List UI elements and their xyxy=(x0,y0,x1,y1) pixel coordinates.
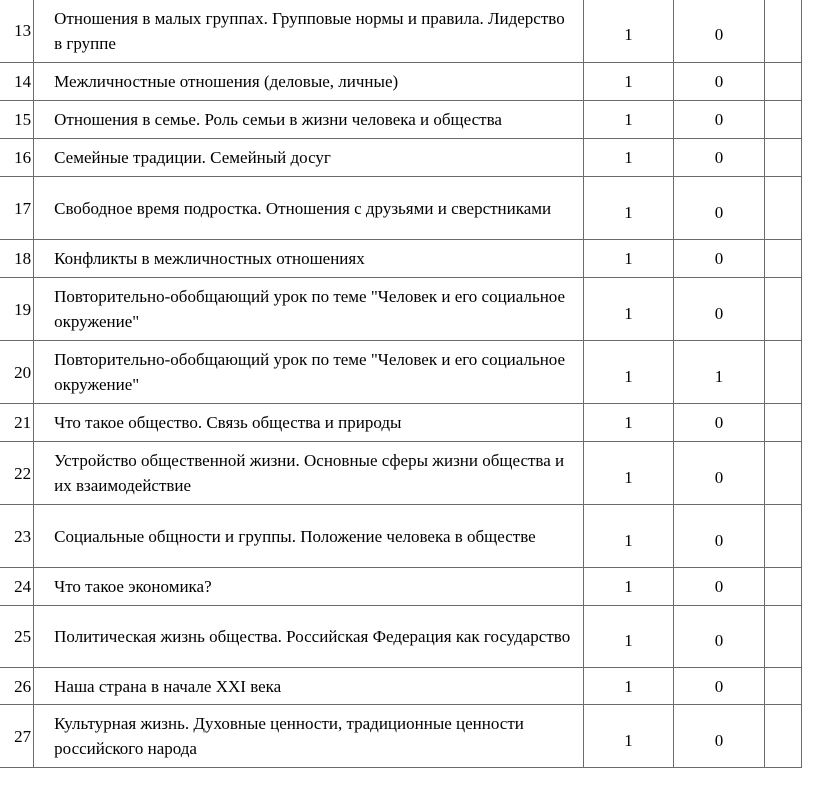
lesson-topic xyxy=(34,63,584,101)
lesson-hours-value: 1 xyxy=(624,202,633,222)
lesson-hours-value: 1 xyxy=(624,148,633,167)
lesson-hours-value: 1 xyxy=(624,303,633,323)
table-row xyxy=(0,63,802,101)
lesson-topic-text: Социальные общности и группы. Положение человека в обществе xyxy=(54,526,536,546)
lesson-control xyxy=(674,139,765,177)
lesson-control xyxy=(674,606,765,668)
lesson-extra-cell xyxy=(764,341,801,404)
lesson-extra-cell xyxy=(764,240,801,278)
lesson-extra-cell xyxy=(764,177,801,240)
table-row xyxy=(0,341,802,404)
lesson-topic xyxy=(34,139,584,177)
lesson-control-value: 0 xyxy=(714,676,724,696)
lesson-extra-cell xyxy=(764,139,801,177)
lesson-control xyxy=(674,101,765,139)
lesson-number: 15 xyxy=(0,101,34,139)
lesson-topic xyxy=(34,568,584,606)
lesson-control-value: 0 xyxy=(714,25,724,44)
lesson-hours-value: 1 xyxy=(624,72,633,91)
lesson-hours xyxy=(583,404,674,442)
lesson-number: 17 xyxy=(0,177,34,240)
lesson-extra-cell xyxy=(764,404,801,442)
lesson-topic xyxy=(34,404,584,442)
lesson-topic-text: Повторительно-обобщающий урок по теме "Человек и его социальное окружение" xyxy=(54,287,566,331)
lesson-control xyxy=(674,668,765,705)
table-row xyxy=(0,668,802,705)
lesson-topic xyxy=(34,278,584,341)
lesson-control-value: 0 xyxy=(714,72,724,91)
lesson-extra-cell xyxy=(764,568,801,606)
table-row xyxy=(0,177,802,240)
lesson-control xyxy=(674,177,765,240)
lesson-control xyxy=(674,404,765,442)
lesson-hours xyxy=(583,341,674,404)
lesson-extra-cell xyxy=(764,705,801,768)
lesson-hours-value: 1 xyxy=(624,249,633,268)
lesson-topic xyxy=(34,101,584,139)
lesson-number: 19 xyxy=(0,278,34,341)
lesson-hours-value: 1 xyxy=(624,730,633,750)
lesson-number: 14 xyxy=(0,63,34,101)
lesson-hours-value: 1 xyxy=(624,25,633,44)
lesson-control xyxy=(674,0,765,63)
table-row xyxy=(0,505,802,568)
lesson-number: 22 xyxy=(0,442,34,505)
lesson-topic-text: Повторительно-обобщающий урок по теме "Человек и его социальное окружение" xyxy=(54,350,566,394)
lesson-hours xyxy=(583,568,674,606)
lesson-hours xyxy=(583,0,674,63)
lesson-number: 27 xyxy=(0,705,34,768)
lesson-topic xyxy=(34,177,584,240)
lesson-number: 13 xyxy=(0,0,34,63)
lesson-control xyxy=(674,705,765,768)
lesson-control-value: 0 xyxy=(714,730,724,750)
lesson-hours xyxy=(583,101,674,139)
lesson-control-value: 0 xyxy=(714,530,724,550)
lesson-topic xyxy=(34,705,584,768)
lesson-topic xyxy=(34,442,584,505)
lesson-hours-value: 1 xyxy=(624,530,633,550)
lesson-control-value: 0 xyxy=(714,110,724,129)
lesson-hours-value: 1 xyxy=(624,413,633,432)
lesson-extra-cell xyxy=(764,442,801,505)
lesson-number: 24 xyxy=(0,568,34,606)
lesson-hours-value: 1 xyxy=(624,110,633,129)
lesson-hours xyxy=(583,278,674,341)
lesson-topic-text: Политическая жизнь общества. Российская Федерация как государство xyxy=(54,627,571,646)
lesson-topic xyxy=(34,505,584,568)
table-row xyxy=(0,568,802,606)
lesson-topic-text: Устройство общественной жизни. Основные сферы жизни общества и их взаимодействие xyxy=(54,451,565,495)
table-row xyxy=(0,278,802,341)
lesson-extra-cell xyxy=(764,63,801,101)
lesson-extra-cell xyxy=(764,278,801,341)
table-row xyxy=(0,0,802,63)
lesson-topic xyxy=(34,668,584,705)
lesson-topic-text: Семейные традиции. Семейный досуг xyxy=(54,148,331,167)
table-row xyxy=(0,240,802,278)
lesson-topic xyxy=(34,606,584,668)
table-row xyxy=(0,442,802,505)
lesson-number: 16 xyxy=(0,139,34,177)
lesson-extra-cell xyxy=(764,101,801,139)
lesson-extra-cell xyxy=(764,0,801,63)
lesson-control xyxy=(674,568,765,606)
lesson-hours xyxy=(583,442,674,505)
lesson-topic-text: Что такое общество. Связь общества и природы xyxy=(54,413,402,432)
table-row xyxy=(0,139,802,177)
lesson-extra-cell xyxy=(764,668,801,705)
lesson-topic xyxy=(34,240,584,278)
lesson-hours xyxy=(583,63,674,101)
lesson-control-value: 0 xyxy=(714,202,724,222)
lesson-hours xyxy=(583,705,674,768)
lesson-topic-text: Отношения в малых группах. Групповые нормы и правила. Лидерство в группе xyxy=(54,8,565,53)
lesson-hours xyxy=(583,240,674,278)
lesson-number: 21 xyxy=(0,404,34,442)
lesson-number: 23 xyxy=(0,505,34,568)
lesson-control-value: 0 xyxy=(714,577,724,596)
table-row xyxy=(0,606,802,668)
lesson-topic xyxy=(34,341,584,404)
lesson-topic-text: Межличностные отношения (деловые, личные) xyxy=(54,72,399,91)
lesson-hours xyxy=(583,139,674,177)
lesson-control-value: 0 xyxy=(714,303,724,323)
lesson-control-value: 0 xyxy=(714,631,724,650)
lesson-hours-value: 1 xyxy=(624,577,633,596)
lesson-control-value: 0 xyxy=(714,467,724,487)
lesson-topic-text: Культурная жизнь. Духовные ценности, традиционные ценности российского народа xyxy=(54,714,524,758)
lesson-hours xyxy=(583,505,674,568)
lesson-control xyxy=(674,505,765,568)
lesson-number: 25 xyxy=(0,606,34,668)
lesson-control-value: 1 xyxy=(714,366,724,386)
lesson-topic-text: Наша страна в начале XXI века xyxy=(54,676,282,696)
lesson-control xyxy=(674,442,765,505)
lesson-control xyxy=(674,278,765,341)
lesson-number: 18 xyxy=(0,240,34,278)
lesson-control-value: 0 xyxy=(714,148,724,167)
lesson-hours xyxy=(583,606,674,668)
lesson-topic-text: Свободное время подростка. Отношения с друзьями и сверстниками xyxy=(54,198,552,218)
lesson-topic xyxy=(34,0,584,63)
lesson-hours-value: 1 xyxy=(624,366,633,386)
table-row xyxy=(0,101,802,139)
lesson-hours-value: 1 xyxy=(624,467,633,487)
lesson-control-value: 0 xyxy=(714,413,724,432)
lesson-control xyxy=(674,63,765,101)
lesson-hours xyxy=(583,668,674,705)
lesson-control xyxy=(674,240,765,278)
lesson-hours-value: 1 xyxy=(624,676,633,696)
lesson-hours xyxy=(583,177,674,240)
lesson-number: 20 xyxy=(0,341,34,404)
lesson-control-value: 0 xyxy=(714,249,724,268)
lesson-topic-text: Отношения в семье. Роль семьи в жизни человека и общества xyxy=(54,110,502,129)
lesson-topic-text: Что такое экономика? xyxy=(54,577,212,596)
table-row xyxy=(0,705,802,768)
lesson-control xyxy=(674,341,765,404)
lesson-topic-text: Конфликты в межличностных отношениях xyxy=(54,249,365,268)
lesson-extra-cell xyxy=(764,606,801,668)
lesson-number: 26 xyxy=(0,668,34,705)
lesson-hours-value: 1 xyxy=(624,631,633,650)
lesson-extra-cell xyxy=(764,505,801,568)
table-row xyxy=(0,404,802,442)
